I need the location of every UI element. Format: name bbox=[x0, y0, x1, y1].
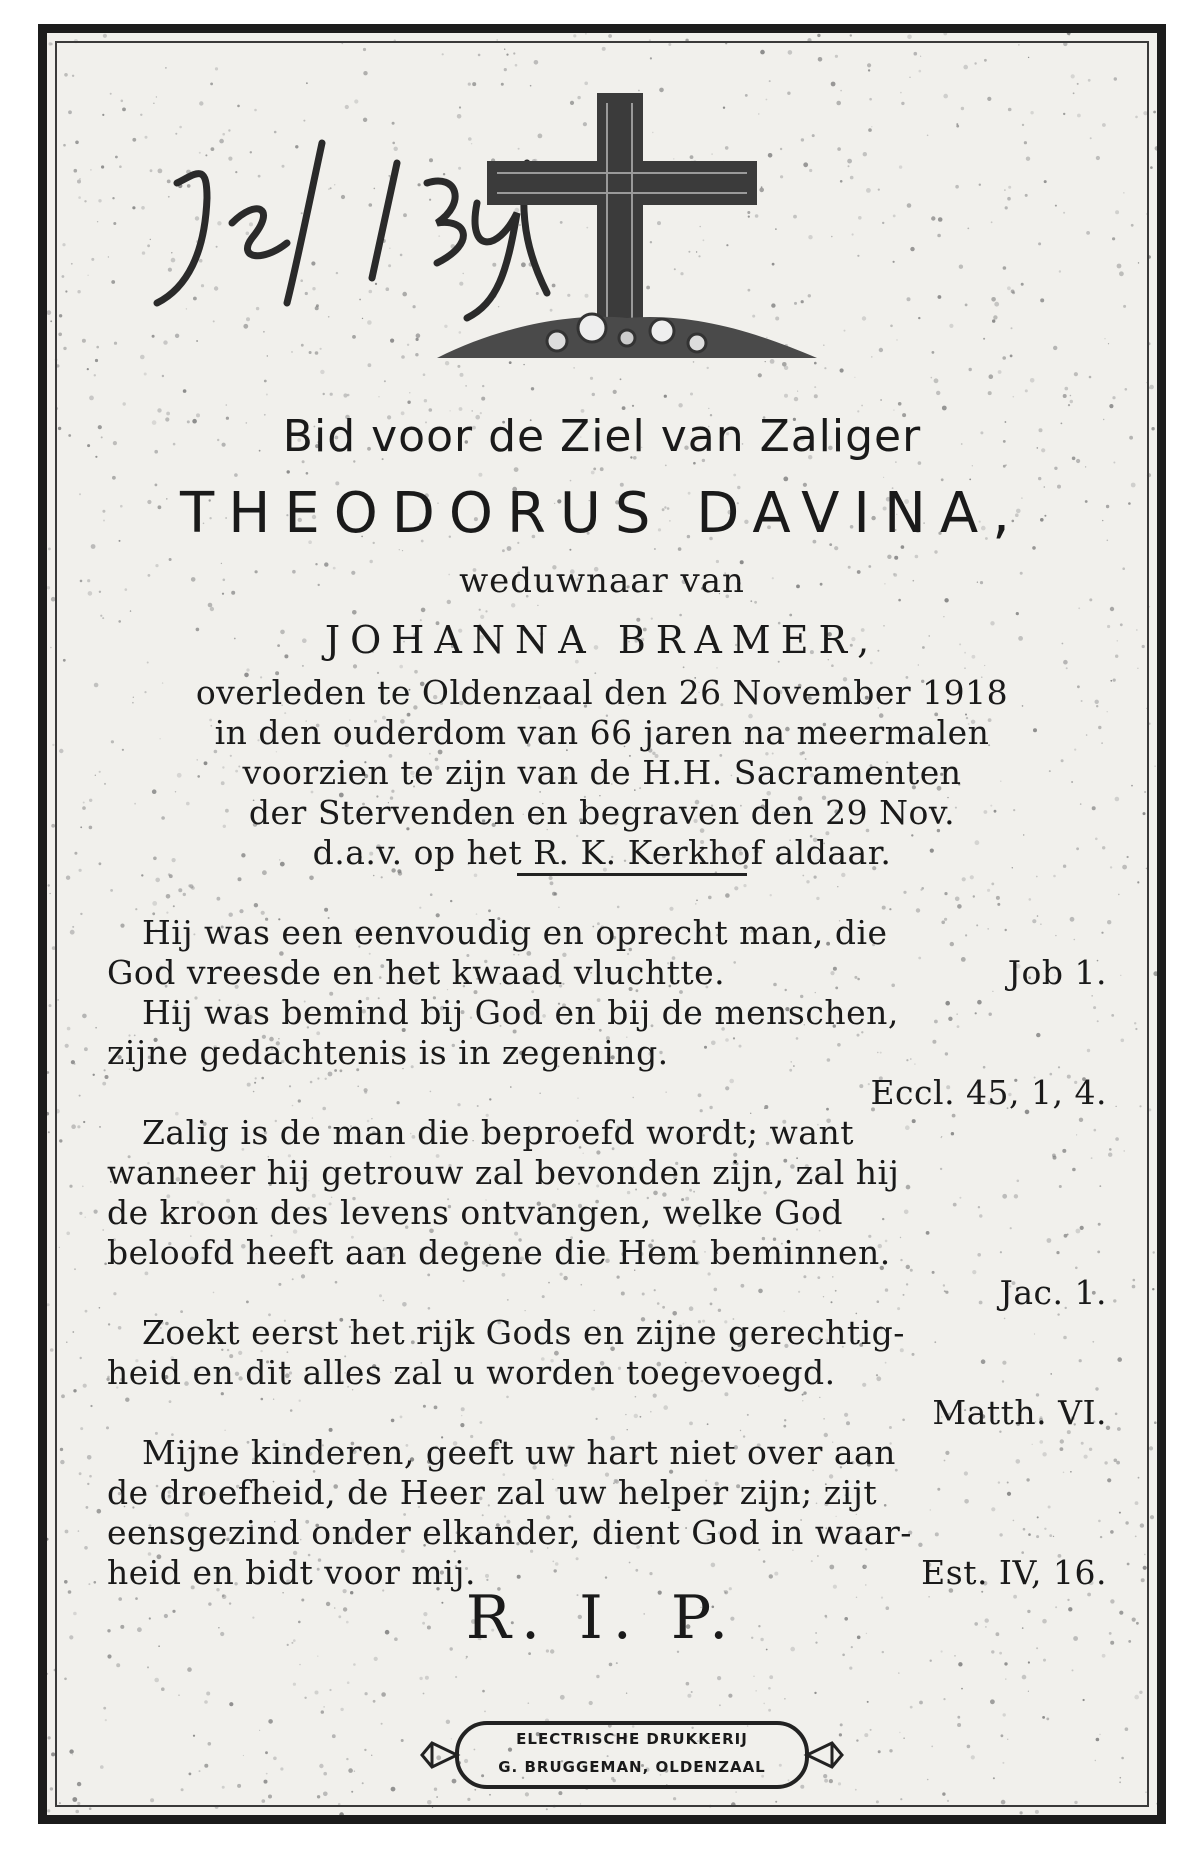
verse-line: Zoekt eerst het rijk Gods en zijne gerechtig- bbox=[142, 1313, 905, 1352]
announcement-line: voorzien te zijn van de H.H. Sacramenten bbox=[242, 753, 962, 792]
verse-line: beloofd heeft aan degene die Hem beminnen. bbox=[107, 1233, 891, 1272]
verse-line: wanneer hij getrouw zal bevonden zijn, zal hij bbox=[107, 1153, 900, 1192]
prayer-heading: Bid voor de Ziel van Zaliger bbox=[282, 411, 922, 462]
verse-line: God vreesde en het kwaad vluchtte. bbox=[107, 953, 726, 992]
verse-line: eensgezind onder elkander, dient God in waar- bbox=[107, 1513, 912, 1552]
scripture-reference: Matth. VI. bbox=[932, 1393, 1107, 1432]
cross-icon bbox=[427, 83, 827, 383]
rip-closing: R. I. P. bbox=[465, 1583, 739, 1653]
verse-line: Zalig is de man die beproefd wordt; want bbox=[142, 1113, 854, 1152]
printer-location: G. BRUGGEMAN, OLDENZAAL bbox=[498, 1758, 766, 1776]
scripture-reference: Est. IV, 16. bbox=[921, 1553, 1107, 1592]
spouse-name: JOHANNA BRAMER, bbox=[324, 618, 880, 662]
announcement-line: overleden te Oldenzaal den 26 November 1918 bbox=[195, 673, 1009, 712]
scripture-reference: Job 1. bbox=[1007, 953, 1107, 992]
verse-line: de droefheid, de Heer zal uw helper zijn; zijt bbox=[107, 1473, 878, 1512]
announcement-line: d.a.v. op het R. K. Kerkhof aldaar. bbox=[312, 833, 892, 872]
relation-text: weduwnaar van bbox=[459, 561, 745, 601]
scripture-reference: Eccl. 45, 1, 4. bbox=[870, 1073, 1107, 1112]
verse-line: heid en dit alles zal u worden toegevoegd. bbox=[107, 1353, 836, 1392]
verse-line: Mijne kinderen, geeft uw hart niet over aan bbox=[142, 1433, 896, 1472]
verse-line: zijne gedachtenis is in zegening. bbox=[107, 1033, 669, 1072]
verse-line: de kroon des levens ontvangen, welke God bbox=[107, 1193, 843, 1232]
deceased-name: THEODORUS DAVINA, bbox=[180, 481, 1024, 546]
memorial-card bbox=[38, 24, 1166, 1824]
verse-line: Hij was een eenvoudig en oprecht man, die bbox=[142, 913, 888, 952]
verse-line: heid en bidt voor mij. bbox=[107, 1553, 476, 1592]
announcement-line: der Stervenden en begraven den 29 Nov. bbox=[248, 793, 956, 832]
printer-name: ELECTRISCHE DRUKKERIJ bbox=[516, 1730, 748, 1748]
divider-rule bbox=[517, 873, 747, 876]
printer-stamp-frame bbox=[417, 1713, 847, 1797]
scripture-reference: Jac. 1. bbox=[999, 1273, 1107, 1312]
announcement-line: in den ouderdom van 66 jaren na meermalen bbox=[214, 713, 990, 752]
verse-line: Hij was bemind bij God en bij de menschen, bbox=[142, 993, 899, 1032]
